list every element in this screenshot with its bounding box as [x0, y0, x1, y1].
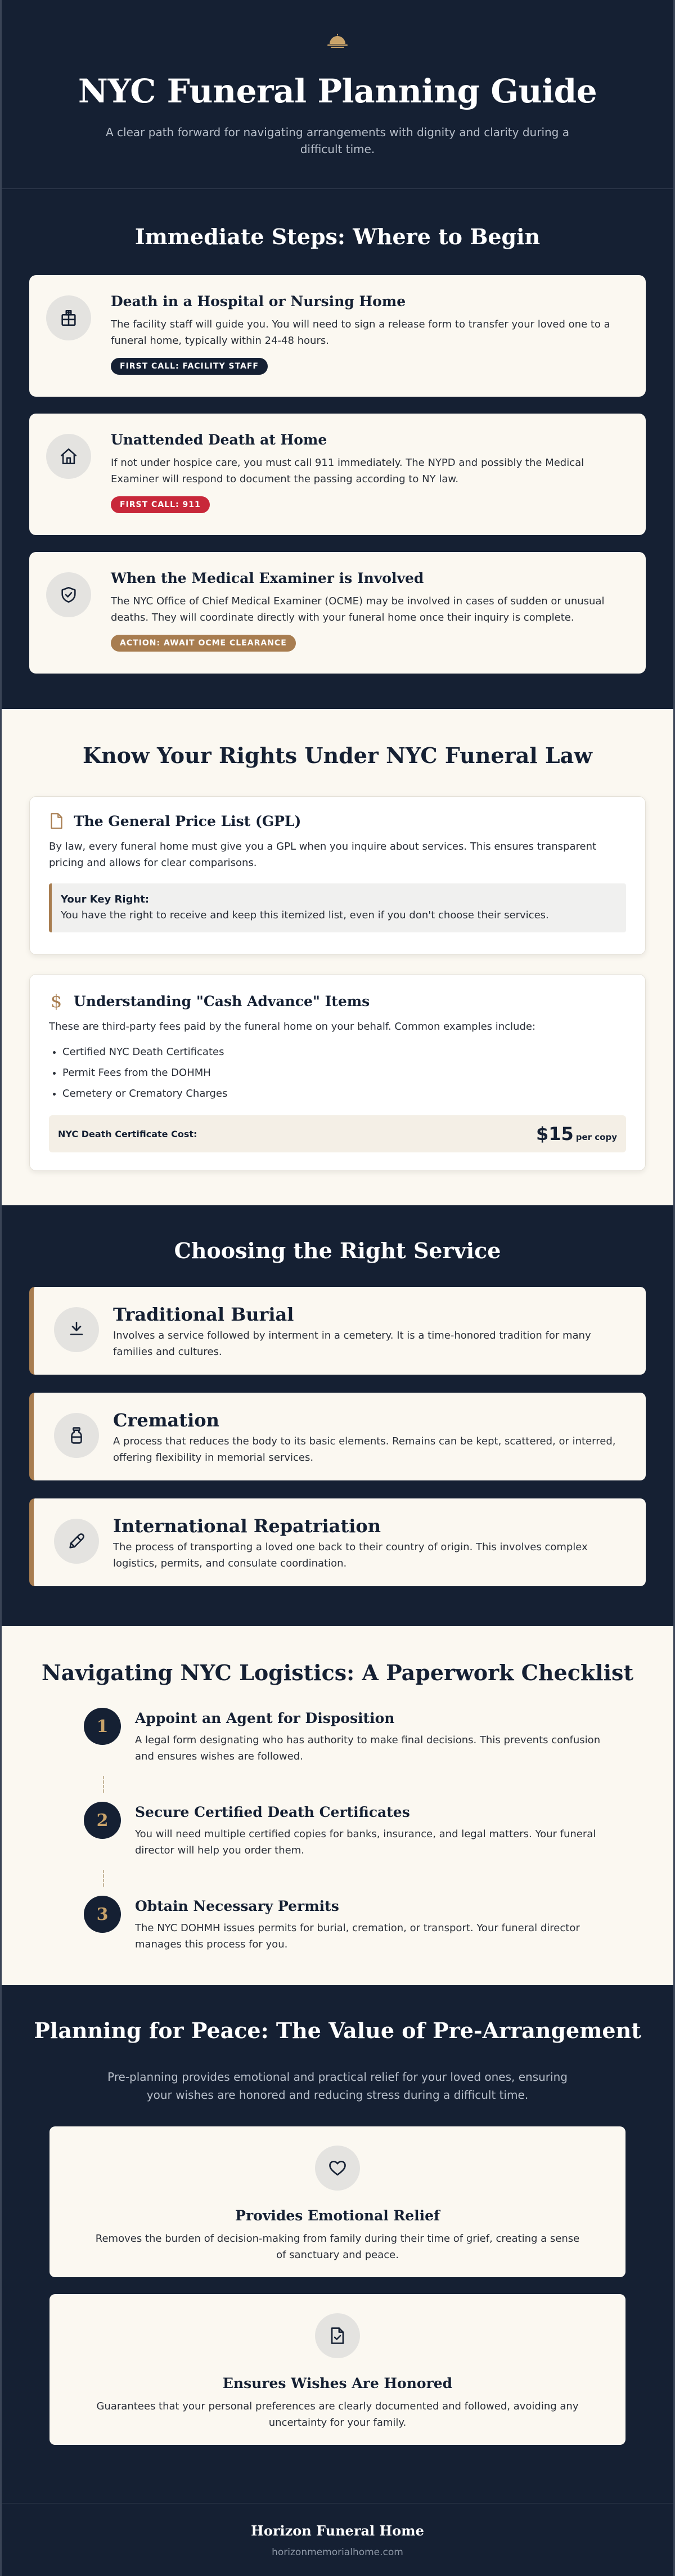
benefit-card-wishes	[50, 2294, 626, 2445]
checklist-title: Appoint an Agent for Disposition	[135, 1710, 395, 1726]
service-title: Cremation	[113, 1410, 219, 1431]
step-text: The NYC Office of Chief Medical Examiner (OCME) may be involved in cases of sudden or unusual deaths. They will coordinate directly with your funeral home once their inquiry is complete.	[111, 595, 605, 623]
checklist-title: Obtain Necessary Permits	[135, 1898, 339, 1914]
section-title: Planning for Peace: The Value of Pre-Arrangement	[34, 2018, 641, 2043]
home-icon	[46, 434, 91, 479]
step-title: Death in a Hospital or Nursing Home	[111, 293, 406, 309]
cash-title: Understanding "Cash Advance" Items	[74, 993, 370, 1009]
benefit-title: Ensures Wishes Are Honored	[222, 2375, 453, 2391]
cost-value: $15	[536, 1123, 574, 1145]
hospital-bed-icon	[46, 295, 91, 340]
step-card-hospital	[29, 275, 646, 397]
checklist-item-1	[2, 1710, 675, 1765]
hero-section	[2, 0, 673, 189]
service-text: A process that reduces the body to its basic elements. Remains can be kept, scattered, or interred, offering flexibility in memorial services.	[113, 1435, 616, 1464]
service-text: Involves a service followed by interment in a cemetery. It is a time-honored tradition for many families and cultures.	[113, 1330, 591, 1358]
list-item: • Permit Fees from the DOHMH	[62, 1062, 626, 1083]
burial-icon	[54, 1307, 99, 1352]
checklist-section	[2, 1626, 673, 1985]
key-right-callout	[49, 883, 626, 932]
gpl-title: The General Price List (GPL)	[74, 813, 302, 829]
cash-advance-list	[49, 1042, 626, 1104]
first-call-badge: FIRST CALL: FACILITY STAFF	[111, 358, 268, 375]
cash-text: These are third-party fees paid by the funeral home on your behalf. Common examples include:	[49, 1021, 536, 1033]
pre-arrangement-intro: Pre-planning provides emotional and practical relief for your loved ones, ensuring your wishes are honored and reducing stress during a difficult time.	[107, 2070, 568, 2102]
step-number: 3	[84, 1896, 121, 1933]
cash-advance-card	[29, 974, 646, 1171]
rights-section	[2, 709, 673, 1205]
service-title: International Repatriation	[113, 1515, 381, 1537]
action-badge: ACTION: AWAIT OCME CLEARANCE	[111, 635, 296, 652]
service-card-burial	[29, 1287, 646, 1375]
dollar-icon: $	[50, 990, 62, 1012]
gpl-text: By law, every funeral home must give you a GPL when you inquire about services. This ensures transparent pricing and allows for clear comparisons.	[49, 841, 597, 869]
step-text: If not under hospice care, you must call 911 immediately. The NYPD and possibly the Medical Examiner will respond to document the passing according to NY law.	[111, 457, 584, 485]
footer-company-name: Horizon Funeral Home	[251, 2523, 424, 2539]
document-check-icon	[315, 2313, 360, 2358]
footer-website-link[interactable]: horizonmemorialhome.com	[272, 2547, 403, 2558]
plane-icon	[54, 1519, 99, 1564]
benefit-card-emotional	[50, 2126, 626, 2277]
page-title: NYC Funeral Planning Guide	[78, 72, 597, 110]
step-title: When the Medical Examiner is Involved	[111, 570, 424, 586]
step-number: 1	[84, 1708, 121, 1745]
cost-unit: per copy	[575, 1132, 617, 1142]
key-right-title: Your Key Right:	[61, 894, 150, 905]
checklist-text: You will need multiple certified copies for banks, insurance, and legal matters. Your funeral director will help you order them.	[135, 1828, 596, 1856]
checklist-title: Secure Certified Death Certificates	[135, 1804, 410, 1820]
shield-check-icon	[46, 572, 91, 617]
key-right-text: You have the right to receive and keep this itemized list, even if you don't choose their services.	[61, 909, 549, 921]
gpl-title-row	[49, 813, 626, 829]
step-card-home	[29, 414, 646, 535]
section-title: Know Your Rights Under NYC Funeral Law	[83, 743, 592, 768]
footer	[2, 2503, 673, 2576]
checklist-text: The NYC DOHMH issues permits for burial, cremation, or transport. Your funeral director manages this process for you.	[135, 1922, 580, 1950]
service-card-cremation	[29, 1393, 646, 1480]
checklist-item-2	[2, 1804, 675, 1859]
immediate-steps-section	[2, 189, 673, 709]
checklist-item-3	[2, 1898, 675, 1953]
gpl-card	[29, 796, 646, 955]
step-text: The facility staff will guide you. You will need to sign a release form to transfer your loved one to a funeral home, typically within 24-48 hours.	[111, 318, 610, 347]
checklist-text: A legal form designating who has authority to make final decisions. This prevents confusion and ensures wishes are followed.	[135, 1734, 601, 1762]
connector-line	[103, 1776, 104, 1793]
section-title: Immediate Steps: Where to Begin	[134, 224, 541, 249]
pre-arrangement-section	[2, 1985, 673, 2503]
urn-icon	[54, 1413, 99, 1458]
cash-title-row	[49, 990, 626, 1012]
section-title: Choosing the Right Service	[174, 1238, 501, 1263]
page-subtitle: A clear path forward for navigating arrangements with dignity and clarity during a difficult time.	[106, 125, 569, 156]
services-section	[2, 1205, 673, 1626]
death-certificate-cost	[49, 1115, 626, 1152]
benefit-title: Provides Emotional Relief	[235, 2207, 440, 2224]
first-call-badge: FIRST CALL: 911	[111, 496, 210, 513]
cost-label: NYC Death Certificate Cost:	[58, 1128, 197, 1139]
list-item: • Certified NYC Death Certificates	[62, 1042, 626, 1062]
sunrise-icon	[326, 34, 349, 48]
service-title: Traditional Burial	[113, 1304, 294, 1325]
connector-line	[103, 1870, 104, 1887]
service-text: The process of transporting a loved one back to their country of origin. This involves complex logistics, permits, and consulate coordination.	[113, 1541, 588, 1569]
section-title: Navigating NYC Logistics: A Paperwork Checklist	[41, 1660, 633, 1685]
benefit-text: Guarantees that your personal preferences are clearly documented and followed, avoiding any uncertainty for your family.	[96, 2400, 579, 2429]
step-title: Unattended Death at Home	[111, 432, 327, 448]
service-card-repatriation	[29, 1498, 646, 1586]
list-item: • Cemetery or Crematory Charges	[62, 1083, 626, 1104]
document-icon	[49, 813, 64, 829]
step-number: 2	[84, 1802, 121, 1839]
benefit-text: Removes the burden of decision-making from family during their time of grief, creating a sense of sanctuary and peace.	[95, 2233, 580, 2261]
heart-icon	[315, 2146, 360, 2191]
step-card-medical-examiner	[29, 552, 646, 674]
